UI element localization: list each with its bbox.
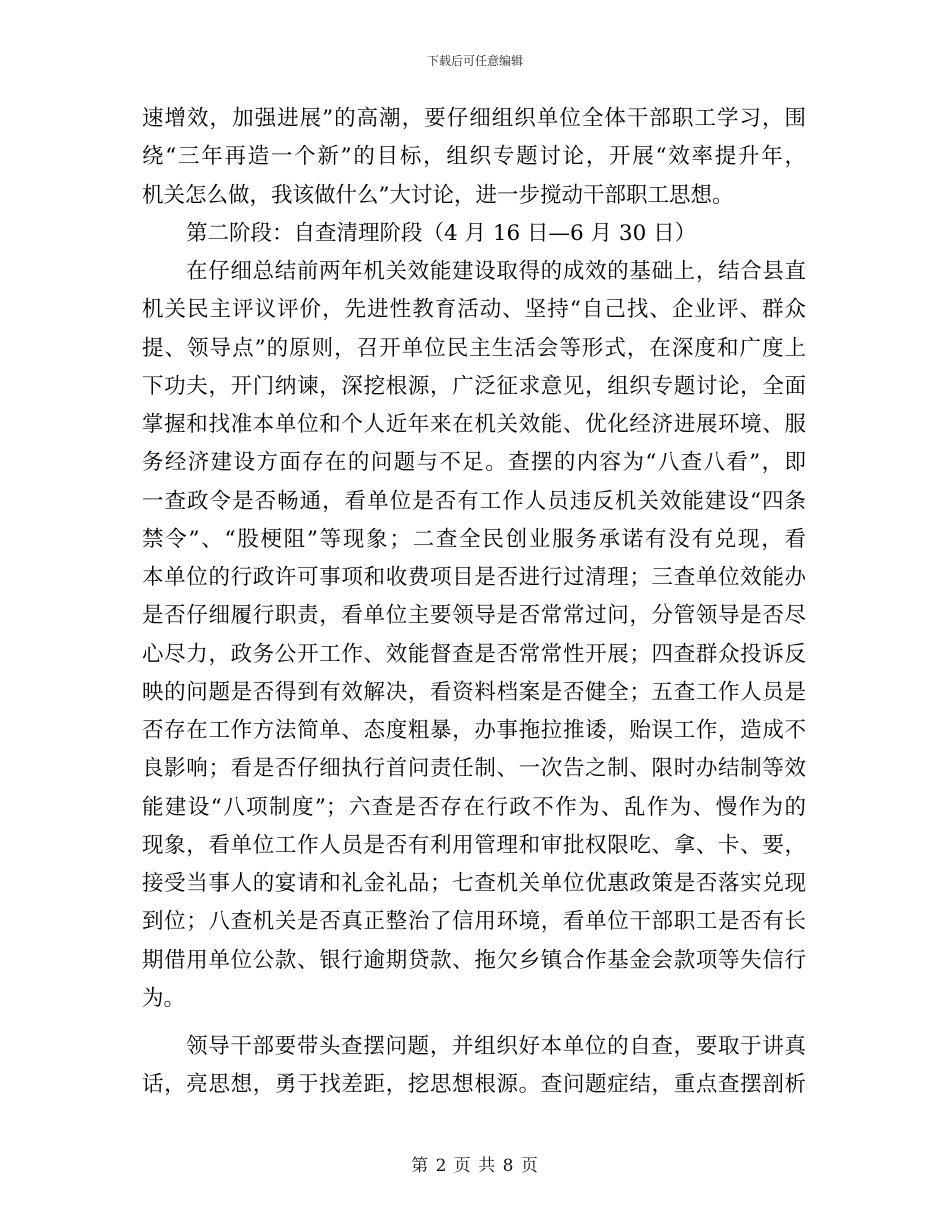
text-line: 速增效，加强进展”的高潮，要仔细组织单位全体干部职工学习，围 [142, 106, 806, 131]
text-line: 是否仔细履行职责，看单位主要领导是否常常过问，分管领导是否尽 [142, 603, 806, 629]
text-line: 领导干部要带头查摆问题，并组织好本单位的自查，要取于讲真 [186, 1034, 806, 1059]
paragraph-1 [142, 100, 806, 215]
text-line: 下功夫，开门纳谏，深挖根源，广泛征求意见，组织专题讨论，全面 [142, 373, 806, 399]
text-line: 机关民主评议评价，先进性教育活动、坚持“自己找、企业评、群众 [142, 297, 806, 323]
text-line: 否存在工作方法简单、态度粗暴，办事拖拉推诿，贻误工作，造成不 [142, 718, 806, 743]
text-line: 接受当事人的宴请和礼金礼品；七查机关单位优惠政策是否落实兑现 [142, 871, 806, 896]
text-line: 一查政令是否畅通，看单位是否有工作人员违反机关效能建设“四条 [142, 488, 806, 514]
text-line: 机关怎么做，我该做什么”大讨论，进一步搅动干部职工思想。 [142, 182, 734, 208]
document-body [142, 100, 806, 1105]
text-line: 本单位的行政许可事项和收费项目是否进行过清理；三查单位效能办 [142, 565, 806, 590]
text-line: 期借用单位公款、银行逾期贷款、拖欠乡镇合作基金会款项等失信行 [142, 947, 806, 973]
text-line: 良影响；看是否仔细执行首问责任制、一次告之制、限时办结制等效 [142, 756, 806, 782]
text-line: 到位；八查机关是否真正整治了信用环境，看单位干部职工是否有长 [142, 909, 806, 935]
text-line: 禁令”、“股梗阻”等现象；二查全民创业服务承诺有没有兑现，看 [142, 526, 806, 552]
text-line: 话，亮思想，勇于找差距，挖思想根源。查问题症结，重点查摆剖析 [142, 1072, 806, 1098]
text-line: 映的问题是否得到有效解决，看资料档案是否健全；五查工作人员是 [142, 679, 806, 705]
text-line: 务经济建设方面存在的问题与不足。查摆的内容为“八查八看”，即 [142, 450, 806, 476]
text-line: 绕“三年再造一个新”的目标，组织专题讨论，开展“效率提升年， [142, 144, 806, 170]
text-line: 掌握和找准本单位和个人近年来在机关效能、优化经济进展环境、服 [142, 412, 806, 437]
text-line: 心尽力，政务公开工作、效能督查是否常常性开展；四查群众投诉反 [142, 641, 806, 667]
page-number-footer: 第 2 页 共 8 页 [411, 1156, 539, 1176]
text-line: 能建设“八项制度”；六查是否存在行政不作为、乱作为、慢作为的 [142, 794, 806, 820]
paragraph-3 [142, 1028, 806, 1105]
text-line: 提、领导点”的原则，召开单位民主生活会等形式，在深度和广度上 [142, 335, 806, 361]
page-header: 下载后可任意编辑 [426, 54, 523, 68]
paragraph-2 [142, 253, 806, 1018]
text-line: 现象，看单位工作人员是否有利用管理和审批权限吃、拿、卡、要， [142, 832, 806, 858]
section-heading: 第二阶段：自查清理阶段（4 月 16 日—6 月 30 日） [186, 220, 697, 246]
text-line: 在仔细总结前两年机关效能建设取得的成效的基础上，结合县直 [186, 259, 806, 284]
text-line: 为。 [142, 985, 186, 1011]
paragraph-gap [142, 1018, 806, 1028]
